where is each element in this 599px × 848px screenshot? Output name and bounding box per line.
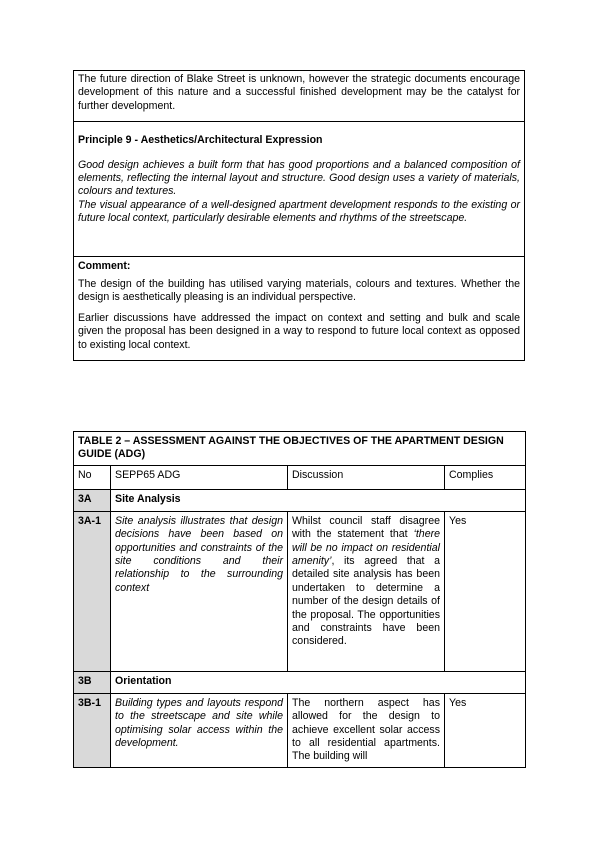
row-number: 3B-1: [74, 693, 111, 767]
comment-row: [74, 257, 524, 360]
section-heading: Orientation: [111, 671, 526, 693]
adg-objective: Building types and layouts respond to the streetscape and site while optimising solar access within the development.: [111, 693, 288, 767]
header-complies: Complies: [445, 465, 526, 489]
table-row: [74, 671, 526, 693]
table-title: TABLE 2 – ASSESSMENT AGAINST THE OBJECTIVES OF THE APARTMENT DESIGN GUIDE (ADG): [74, 432, 526, 466]
comment-label: Comment:: [78, 259, 131, 272]
header-adg: SEPP65 ADG: [111, 465, 288, 489]
principle-para-2: The visual appearance of a well-designed apartment development responds to the existing or future local context, particularly desirable elements and rhythms of the streetscape.: [78, 198, 520, 225]
comment-para-1: The design of the building has utilised varying materials, colours and textures. Whether the design is aesthetically pleasing is an individual perspective.: [78, 278, 520, 304]
table-header-row: [74, 465, 526, 489]
principle-title: Principle 9 - Aesthetics/Architectural Expression: [78, 134, 323, 147]
discussion-text: Whilst council staff disagree with the statement that: [292, 514, 440, 541]
comment-para-2: Earlier discussions have addressed the impact on context and setting and bulk and scale given the proposal has been designed in a way to respond to future local context as opposed to existing local context.: [78, 311, 520, 351]
discussion-quote: ‘there will be no impact on residential amenity’: [292, 528, 440, 568]
complies-value: Yes: [445, 693, 526, 767]
header-discussion: Discussion: [288, 465, 445, 489]
discussion-text-continued: , its agreed that a detailed site analysis has been undertaken to determine a number of the design details of the proposal. The opportunities and constraints have been considered.: [292, 555, 440, 648]
table-row: [74, 511, 526, 671]
assessment-box: [73, 70, 525, 361]
discussion-cell: The northern aspect has allowed for the design to achieve excellent solar access to all residential apartments. The building will: [288, 693, 445, 767]
header-no: No: [74, 465, 111, 489]
complies-value: Yes: [445, 511, 526, 671]
table-row: [74, 489, 526, 511]
table-title-row: [74, 432, 526, 466]
principle-para-1: Good design achieves a built form that has good proportions and a balanced composition of elements, reflecting the internal layout and structure. Good design uses a variety of materials, colours and textures.: [78, 158, 520, 198]
row-number: 3B: [74, 671, 111, 693]
table-row: [74, 693, 526, 767]
discussion-cell: [288, 511, 445, 671]
row-number: 3A-1: [74, 511, 111, 671]
row-number: 3A: [74, 489, 111, 511]
intro-row: [74, 71, 524, 122]
principle-row: [74, 122, 524, 256]
adg-table: [73, 431, 526, 768]
adg-objective: Site analysis illustrates that design decisions have been based on opportunities and constraints of the site conditions and their relationship to the surrounding context: [111, 511, 288, 671]
intro-text: The future direction of Blake Street is unknown, however the strategic documents encourage development of this nature and a successful finished development may be the catalyst for further development.: [78, 73, 520, 112]
section-heading: Site Analysis: [111, 489, 526, 511]
